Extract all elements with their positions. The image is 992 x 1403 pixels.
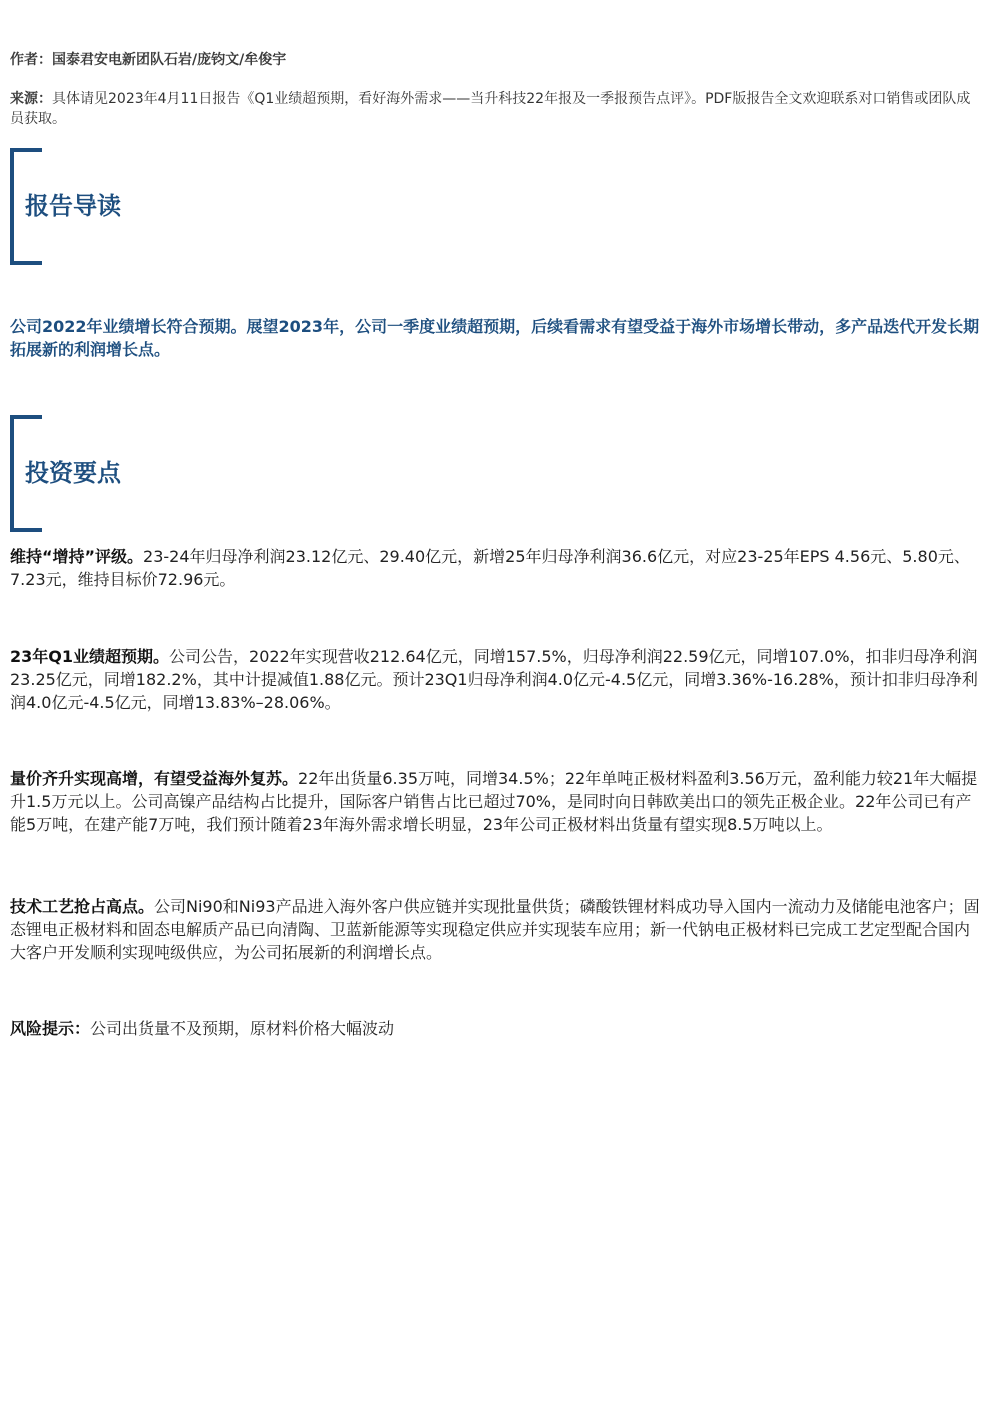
point-body: 公司公告，2022年实现营收212.64亿元，同增157.5%，归母净利润22.59亿元，同增107.0%，扣非归母净利润23.25亿元，同增182.2%，其中计提减值1.88亿元。预计23Q1归母净利润4.0亿元-4.5亿元，同增3.36%-16.28%，预计扣非归母净利润4.0亿元-4.5亿元，同增13.83%–28.06%。 <box>10 647 978 712</box>
author-names: 国泰君安电新团队石岩/庞钧文/牟俊宇 <box>52 52 287 68</box>
point-body: 公司Ni90和Ni93产品进入海外客户供应链并实现批量供货；磷酸铁锂材料成功导入国内一流动力及储能电池客户；固态锂电正极材料和固态电解质产品已向清陶、卫蓝新能源等实现稳定供应并实现装车应用；新一代钠电正极材料已完成工艺定型配合国内大客户开发顺利实现吨级供应，为公司拓展新的利润增长点。 <box>10 897 980 962</box>
section-title: 投资要点 <box>25 459 121 487</box>
author-label: 作者： <box>10 52 52 68</box>
point-heading: 风险提示： <box>10 1019 91 1038</box>
point-body: 公司出货量不及预期，原材料价格大幅波动 <box>90 1019 395 1038</box>
point-technology <box>10 895 982 964</box>
point-rating <box>10 545 982 591</box>
section-heading-guide <box>10 148 310 261</box>
point-body: 23-24年归母净利润23.12亿元、29.40亿元，新增25年归母净利润36.6亿元，对应23-25年EPS 4.56元、5.80元、7.23元，维持目标价72.96元。 <box>10 547 970 589</box>
point-heading: 维持“增持”评级。 <box>10 547 144 566</box>
source-text: 具体请见2023年4月11日报告《Q1业绩超预期，看好海外需求——当升科技22年报及一季报预告点评》。PDF版报告全文欢迎联系对口销售或团队成员获取。 <box>10 91 971 127</box>
author-line <box>10 49 286 69</box>
point-volume-price <box>10 767 982 836</box>
source-line <box>10 89 982 129</box>
point-heading: 技术工艺抢占高点。 <box>10 897 155 916</box>
section-title: 报告导读 <box>25 192 121 220</box>
section-heading-points <box>10 415 310 528</box>
point-body: 22年出货量6.35万吨，同增34.5%；22年单吨正极材料盈利3.56万元，盈利能力较21年大幅提升1.5万元以上。公司高镍产品结构占比提升，国际客户销售占比已超过70%，是同时向日韩欧美出口的领先正极企业。22年公司已有产能5万吨，在建产能7万吨，我们预计随着23年海外需求增长明显，23年公司正极材料出货量有望实现8.5万吨以上。 <box>10 769 978 834</box>
point-q1-results <box>10 645 982 714</box>
report-lead-summary: 公司2022年业绩增长符合预期。展望2023年，公司一季度业绩超预期，后续看需求有望受益于海外市场增长带动，多产品迭代开发长期拓展新的利润增长点。 <box>10 317 980 359</box>
point-heading: 23年Q1业绩超预期。 <box>10 647 170 666</box>
point-heading: 量价齐升实现高增，有望受益海外复苏。 <box>10 769 299 788</box>
source-label: 来源： <box>10 91 52 107</box>
point-risk <box>10 1017 982 1040</box>
